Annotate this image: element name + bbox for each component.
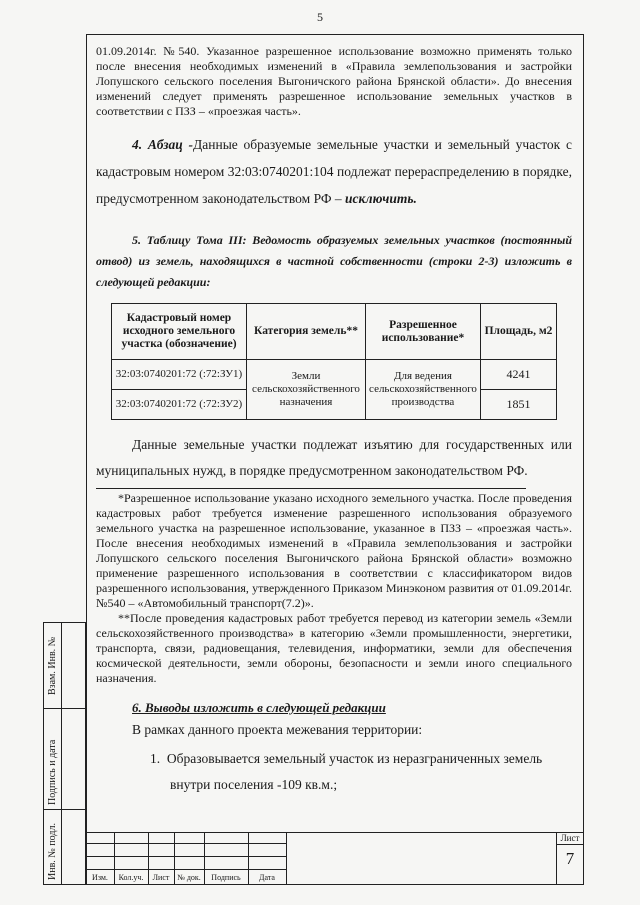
paragraph-after-table: Данные земельные участки подлежат изъятию для государственных или муниципальных нужд, в порядке предусмотренном законодательством РФ. bbox=[96, 437, 572, 478]
side-cell-signature bbox=[43, 708, 86, 810]
footnote-2: **После проведения кадастровых работ требуется перевод из категории земель «Земли сельскохозяйственного производства» в категорию «Земли промышленности, энергетики, транспорта, связи, радиовещания, телевидения, информатики, земли для обеспечения космической деятельности, земли обороны, безопасности и земли иного специального назначения. bbox=[96, 611, 572, 685]
table-header-cadastral: Кадастровый номер исходного земельного участка (обозначение) bbox=[112, 304, 247, 360]
item-4-head: 4. Абзац - bbox=[132, 137, 194, 152]
top-page-number: 5 bbox=[317, 10, 323, 24]
table-cell-category: Земли сельскохозяйственного назначения bbox=[247, 360, 366, 420]
list-item-1-line1: Образовывается земельный участок из неразграниченных земель bbox=[166, 751, 543, 766]
table-cell-area-2: 1851 bbox=[481, 390, 557, 420]
paragraph-1: 01.09.2014г. №540. Указанное разрешенное использование возможно применять только после внесения необходимых изменений в «Правила землепользования и застройки Лопушского сельского поселения Выгоничского района Брянской области». До внесения изменений следует применять разрешенное использование земельных участков в соответствии с ПЗЗ – «проезжая часть». bbox=[96, 44, 572, 118]
title-block bbox=[86, 832, 584, 885]
side-label-signature: Подпись и дата bbox=[47, 739, 58, 805]
stamp-col-doc: № док. bbox=[177, 873, 201, 882]
table-header-area: Площадь, м2 bbox=[481, 304, 557, 360]
item-4-tail: исключить. bbox=[345, 191, 417, 206]
footnote-divider bbox=[96, 488, 526, 489]
stamp-sheet-number: 7 bbox=[565, 849, 575, 868]
item-6-intro: В рамках данного проекта межевания территории: bbox=[132, 722, 423, 737]
table-cell-usage: Для ведения сельскохозяйственного производства bbox=[366, 360, 481, 420]
stamp-col-signature: Подпись bbox=[211, 873, 241, 882]
stamp-col-date: Дата bbox=[259, 873, 275, 882]
land-plots-table bbox=[111, 303, 557, 420]
stamp-sheet-label: Лист bbox=[560, 833, 580, 843]
item-4-text: Данные образуемые земельные участки и земельный участок с кадастровым номером 32:03:0740201:104 подлежат перераспределению в порядке, предусмотренном законодательством РФ – bbox=[96, 137, 572, 206]
stamp-col-sheet: Лист bbox=[152, 873, 170, 882]
side-label-replacement: Взам. Инв. № bbox=[47, 636, 58, 695]
table-cell-cadastral-2: 32:03:0740201:72 (:72:ЗУ2) bbox=[112, 390, 247, 420]
table-header-usage: Разрешенное использование* bbox=[366, 304, 481, 360]
document-body bbox=[96, 44, 572, 798]
list-item-1-number: 1. bbox=[150, 751, 161, 766]
table-header-category: Категория земель** bbox=[247, 304, 366, 360]
stamp-col-count: Кол.уч. bbox=[118, 873, 144, 882]
side-cell-inventory bbox=[43, 809, 86, 885]
side-stamp bbox=[43, 622, 86, 885]
table-cell-cadastral-1: 32:03:0740201:72 (:72:ЗУ1) bbox=[112, 360, 247, 390]
footnote-1: *Разрешенное использование указано исходного земельного участка. После проведения кадастровых работ требуется изменение разрешенного использования образуемого земельного участка на разрешенное использование, указанное в ПЗЗ – «проезжая часть». После внесения необходимых изменений в «Правила землепользования и застройки Лопушского сельского поселения Выгоничского района Брянской области» возможно применение разрешенного использования в соответствии с классификатором видов разрешенного использования, утвержденного Приказом Минэконом развития от 01.09.2014г. №540 – «Автомобильный транспорт(7.2)». bbox=[96, 491, 572, 610]
side-label-inventory: Инв. № подл. bbox=[47, 823, 58, 880]
item-4 bbox=[96, 131, 572, 212]
item-5-heading: 5. Таблицу Тома III: Ведомость образуемых земельных участков (постоянный отвод) из земель, находящихся в частной собственности (строки 2-3) изложить в следующей редакции: bbox=[96, 233, 572, 289]
list-item-1-line2: внутри поселения -109 кв.м.; bbox=[170, 777, 338, 792]
table-cell-area-1: 4241 bbox=[481, 360, 557, 390]
side-cell-replacement bbox=[43, 622, 86, 709]
stamp-col-change: Изм. bbox=[92, 873, 108, 882]
item-6-heading: 6. Выводы изложить в следующей редакции bbox=[132, 700, 386, 715]
list-item-1 bbox=[150, 746, 572, 772]
